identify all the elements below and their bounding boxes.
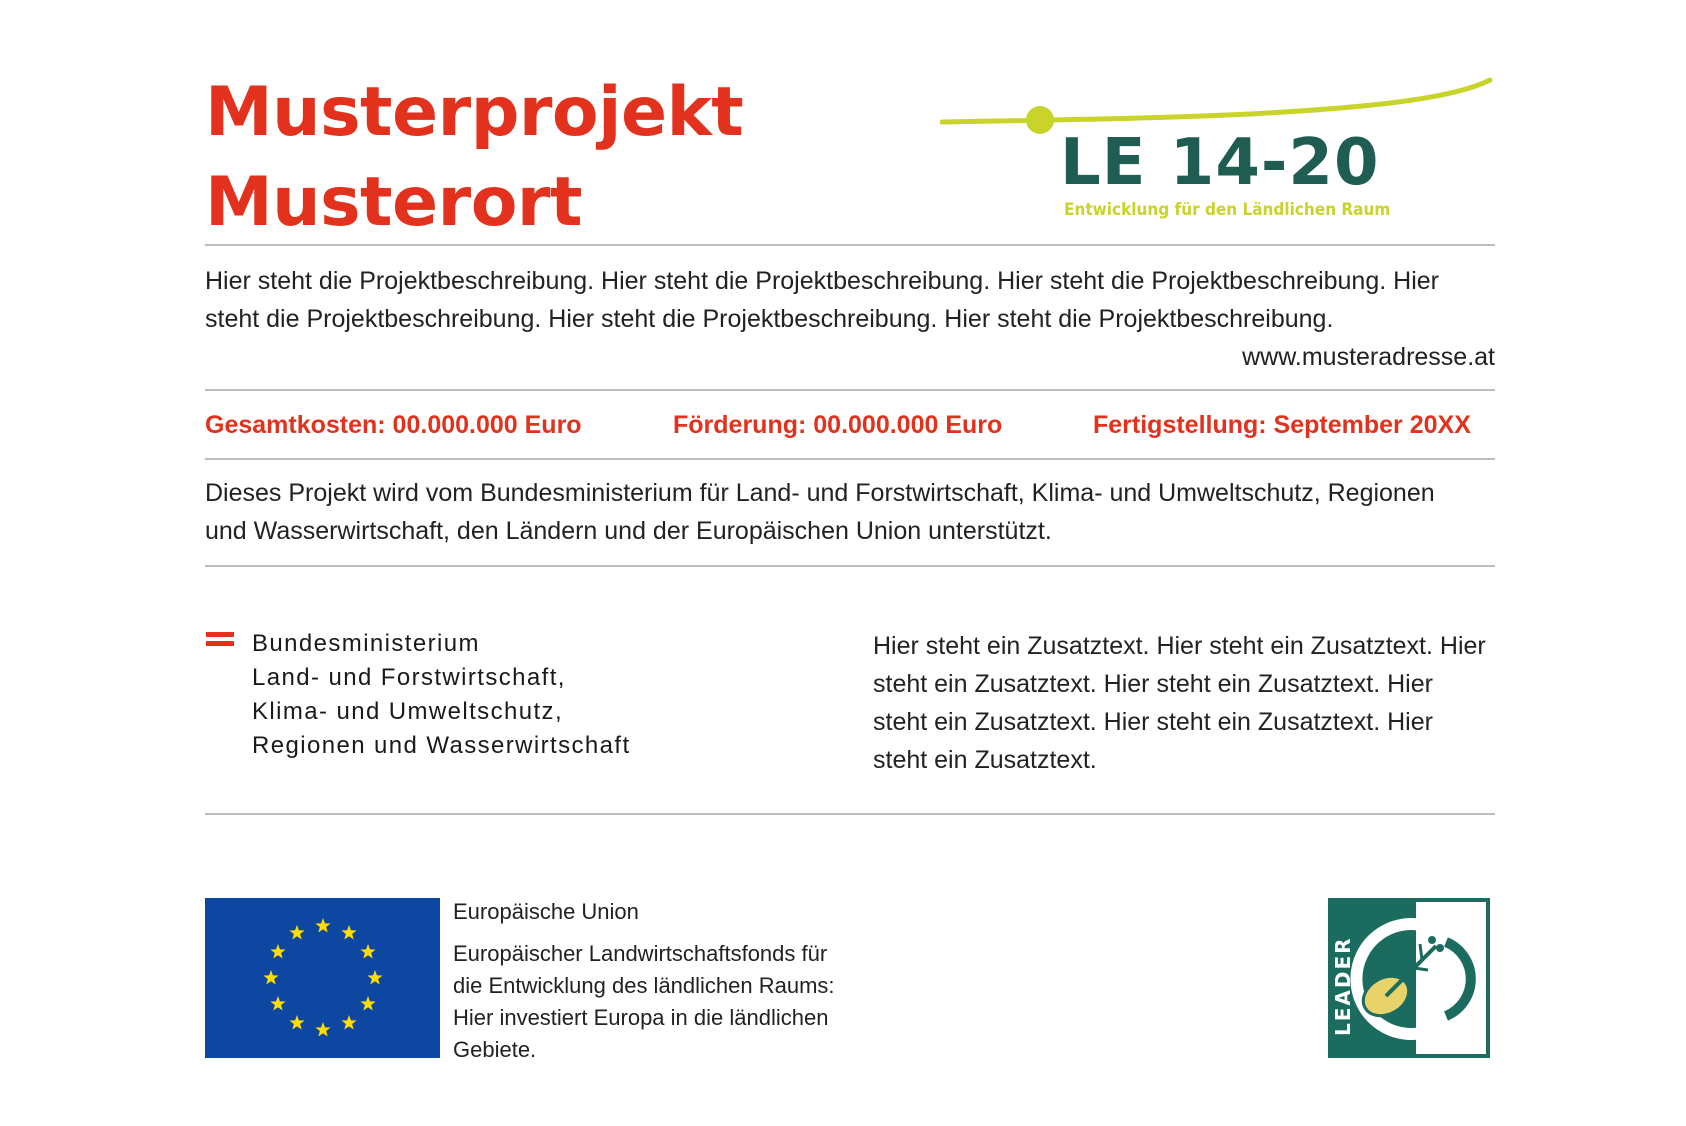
completion-date: Fertigstellung: September 20XX [1093, 411, 1471, 439]
divider [205, 389, 1495, 391]
funding-amount: Förderung: 00.000.000 Euro [673, 411, 1003, 439]
eu-description-line: Europäischer Landwirtschaftsfonds für [453, 941, 828, 966]
total-cost: Gesamtkosten: 00.000.000 Euro [205, 411, 582, 439]
eu-star-icon [341, 1015, 356, 1029]
eu-description [453, 938, 835, 1066]
additional-text: Hier steht ein Zusatztext. Hier steht ein Zusatztext. Hier steht ein Zusatztext. Hier steht ein Zusatztext. Hier steht ein Zusatztext. Hier steht ein Zusatztext. Hier steht ein Zusatztext. [873, 632, 1486, 774]
eu-description-line: Hier investiert Europa in die ländlichen [453, 1005, 829, 1030]
eu-funding-info [453, 896, 835, 1066]
ministry-line: Regionen und Wasserwirtschaft [252, 732, 631, 759]
leader-logo [1328, 898, 1490, 1058]
project-title-line-1: Musterprojekt [205, 73, 744, 152]
project-title [205, 68, 743, 248]
ministry-line: Bundesministerium [252, 630, 480, 657]
eu-title: Europäische Union [453, 899, 639, 924]
ministry-line: Klima- und Umweltschutz, [252, 698, 564, 725]
le-14-20-logo [940, 70, 1495, 230]
eu-description-line: Gebiete. [453, 1037, 537, 1062]
austria-flag-icon [206, 632, 234, 654]
eu-star-icon [360, 996, 375, 1010]
eu-star-icon [289, 1015, 304, 1029]
ministry-line: Land- und Forstwirtschaft, [252, 664, 566, 691]
le-logo-subtitle: Entwicklung für den Ländlichen Raum [1064, 200, 1391, 220]
eu-star-icon [270, 944, 285, 958]
eu-star-icon [315, 1022, 330, 1036]
eu-star-icon [270, 996, 285, 1010]
eu-star-icon [341, 925, 356, 939]
eu-star-icon [367, 970, 382, 984]
ministry-name [252, 627, 631, 763]
divider [205, 565, 1495, 567]
eu-flag-icon [205, 898, 440, 1058]
divider [205, 244, 1495, 246]
eu-description-line: die Entwicklung des ländlichen Raums: [453, 973, 835, 998]
eu-star-icon [360, 944, 375, 958]
project-url[interactable]: www.musteradresse.at [1242, 343, 1495, 371]
support-statement: Dieses Projekt wird vom Bundesministerium für Land- und Forstwirtschaft, Klima- und Umweltschutz, Regionen und Wasserwirtschaft, den Ländern und der Europäischen Union unterstützt. [205, 479, 1435, 545]
eu-star-icon [315, 918, 330, 932]
project-title-line-2: Musterort [205, 163, 582, 242]
divider [205, 813, 1495, 815]
project-description: Hier steht die Projektbeschreibung. Hier steht die Projektbeschreibung. Hier steht die Projektbeschreibung. Hier steht die Projektbeschreibung. Hier steht die Projektbeschreibung. Hier steht die Projektbeschreibung. [205, 267, 1439, 333]
le-logo-text: LE 14-20 [1060, 126, 1380, 200]
leader-logo-text: LEADER [1331, 936, 1355, 1036]
divider [205, 458, 1495, 460]
eu-star-icon [263, 970, 278, 984]
eu-star-icon [289, 925, 304, 939]
